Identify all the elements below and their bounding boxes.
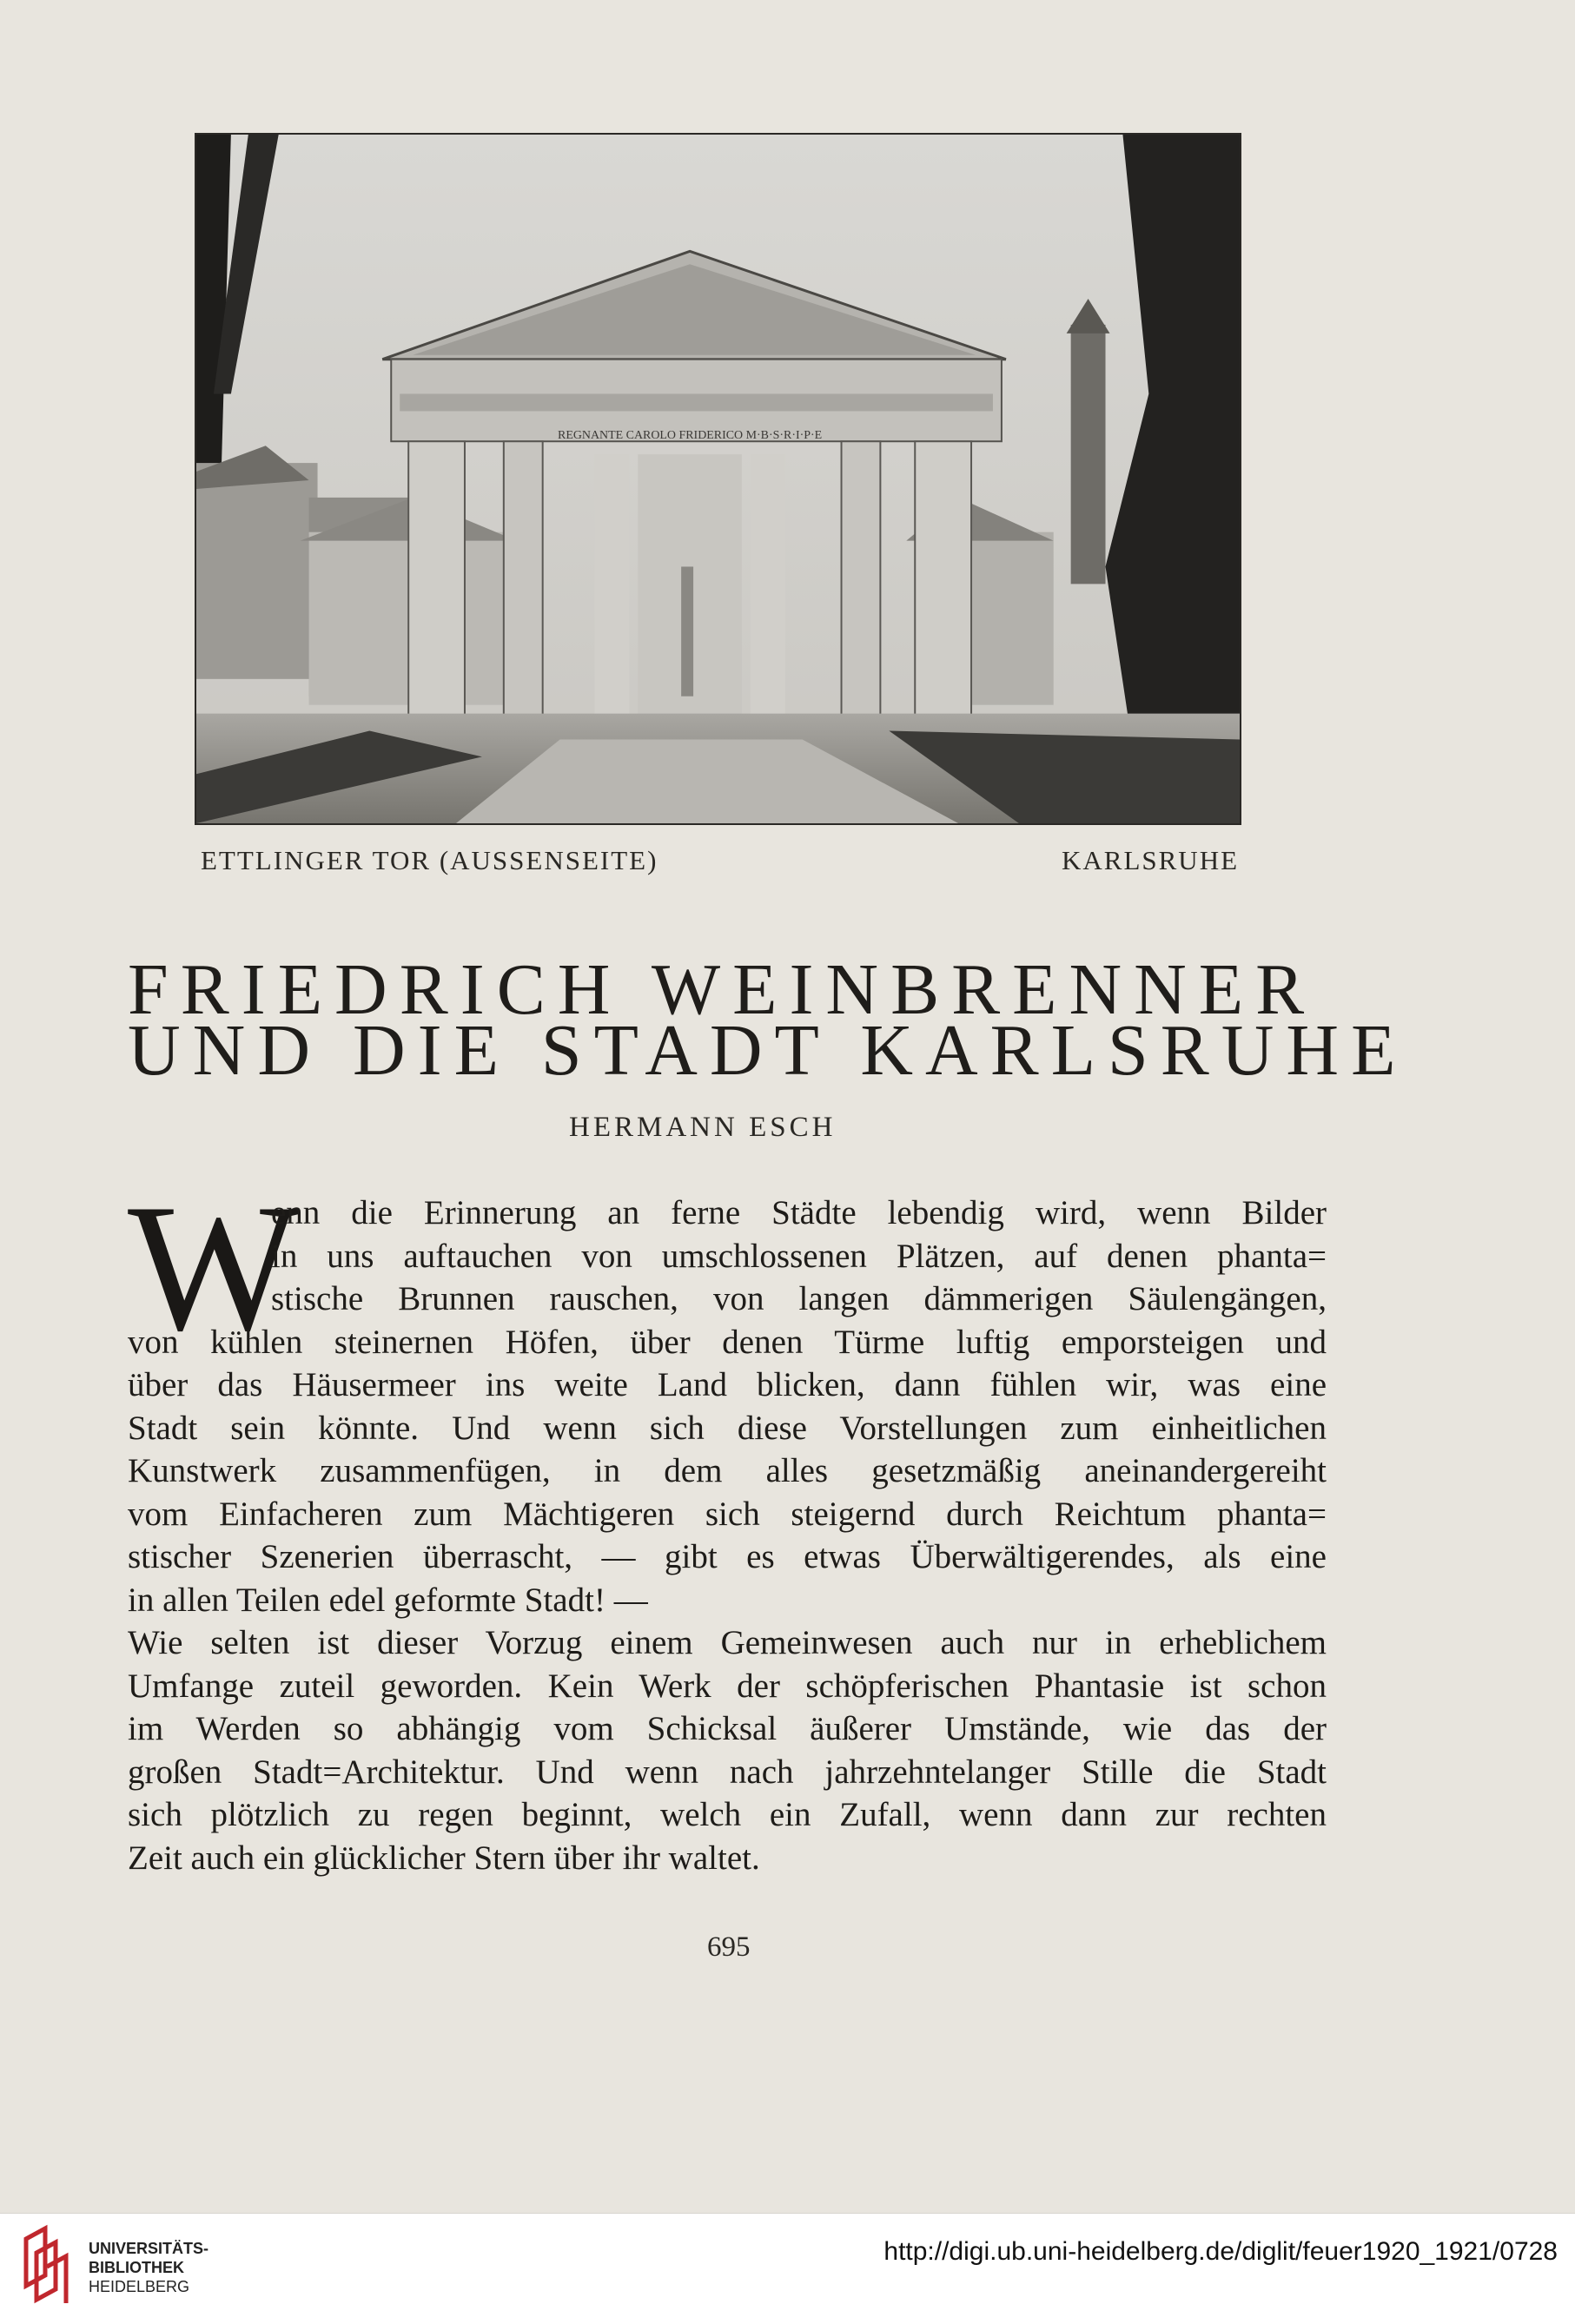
- library-name-line: BIBLIOTHEK: [89, 2259, 184, 2276]
- library-logo-icon[interactable]: [19, 2223, 73, 2310]
- article-title-line-2: UND DIE STADT KARLSRUHE: [128, 1010, 1408, 1091]
- article-body: [128, 1167, 1327, 1879]
- body-line: großen Stadt=Architektur. Und wenn nach jahrzehntelanger Stille die Stadt: [128, 1753, 1327, 1791]
- body-line: Stadt sein könnte. Und wenn sich diese Vorstellungen zum einheitlichen: [128, 1409, 1327, 1447]
- body-line: in allen Teilen edel geformte Stadt! —: [128, 1581, 648, 1619]
- photograph-ettlinger-tor: [195, 133, 1241, 825]
- gate-illustration: [196, 135, 1240, 823]
- body-line: vom Einfacheren zum Mächtigeren sich steigernd durch Reichtum phanta=: [128, 1495, 1327, 1533]
- body-line: enn die Erinnerung an ferne Städte lebendig wird, wenn Bilder: [271, 1194, 1327, 1231]
- body-line: über das Häusermeer ins weite Land blicken, dann fühlen wir, was eine: [128, 1366, 1327, 1403]
- page-number: 695: [707, 1931, 751, 1963]
- body-line: Kunstwerk zusammenfügen, in dem alles gesetzmäßig aneinandergereiht: [128, 1452, 1327, 1489]
- article-title-line-1: FRIEDRICH WEINBRENNER: [128, 949, 1317, 1030]
- body-line: Umfange zuteil geworden. Kein Werk der schöpferischen Phantasie ist schon: [128, 1667, 1327, 1705]
- footer-bar: [0, 2213, 1575, 2324]
- article-author: HERMANN ESCH: [569, 1112, 837, 1143]
- drop-cap: W: [128, 1167, 301, 1369]
- gate-inscription: REGNANTE CAROLO FRIDERICO M·B·S·R·I·P·E: [558, 429, 823, 443]
- photo-caption-location: KARLSRUHE: [1062, 845, 1240, 875]
- library-name[interactable]: [89, 2239, 208, 2296]
- body-line: in uns auftauchen von umschlossenen Plätzen, auf denen phanta=: [271, 1237, 1327, 1275]
- library-name-line: HEIDELBERG: [89, 2278, 190, 2295]
- body-line: im Werden so abhängig vom Schicksal äußerer Umstände, wie das der: [128, 1710, 1327, 1747]
- source-url-link[interactable]: http://digi.ub.uni-heidelberg.de/diglit/feuer1920_1921/0728: [883, 2237, 1558, 2266]
- body-line: stischer Szenerien überrascht, — gibt es etwas Überwältigerendes, als eine: [128, 1538, 1327, 1575]
- photo-caption: ETTLINGER TOR (AUSSENSEITE): [201, 845, 658, 875]
- body-line: Wie selten ist dieser Vorzug einem Gemeinwesen auch nur in erheblichem: [128, 1624, 1327, 1661]
- body-line: Zeit auch ein glücklicher Stern über ihr waltet.: [128, 1839, 760, 1877]
- body-line: sich plötzlich zu regen beginnt, welch ein Zufall, wenn dann zur rechten: [128, 1796, 1327, 1833]
- body-line: stische Brunnen rauschen, von langen dämmerigen Säulengängen,: [271, 1280, 1327, 1317]
- body-line: von kühlen steinernen Höfen, über denen Türme luftig emporsteigen und: [128, 1323, 1327, 1361]
- library-name-line: UNIVERSITÄTS-: [89, 2240, 209, 2257]
